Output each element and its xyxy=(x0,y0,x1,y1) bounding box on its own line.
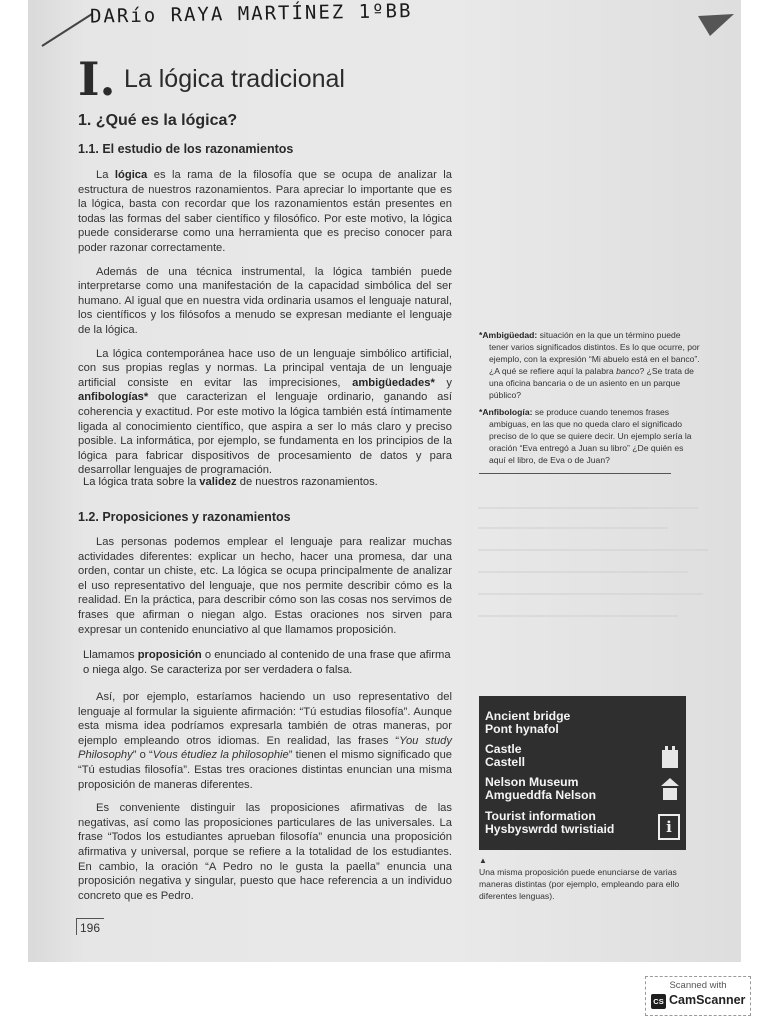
text-run: o enunciado al contenido de una frase que afirma o niega algo. Se caracteriza por ser verdadera o falsa. xyxy=(83,649,451,676)
scanned-page xyxy=(28,0,741,962)
caption-arrow-icon: ▲ xyxy=(479,856,487,865)
sign-text-line: Hysbyswrdd twristiaid xyxy=(485,822,615,836)
sign-text-line: Castle xyxy=(485,742,522,756)
text-run: La lógica contemporánea hace uso de un lenguaje simbólico artificial, con sus propias reglas y normas. La principal ventaja de un lenguaje artificial consiste en evitar las imprecisiones, xyxy=(78,347,452,389)
sign-text-line: Amgueddfa Nelson xyxy=(485,788,597,802)
glossary-divider xyxy=(479,473,671,474)
camscanner-logo-icon: CS xyxy=(651,994,666,1009)
museum-pictogram-icon xyxy=(660,776,680,802)
page-number: 196 xyxy=(76,918,104,935)
text-run: Las personas podemos emplear el lenguaje para realizar muchas actividades diferentes: explicar un hecho, hacer una promesa, dar una orden, contar un chiste, etc. La lógica se ocupa principalmente de analizar el uso representativo del lenguaje, que nos permite describir cómo es la realidad. En la práctica, para describir cómo son las cosas nos servimos de frases que afirman o niegan algo. Estas oraciones nos sirven para expresar un contenido enunciativo al que llamamos proposición. xyxy=(78,536,452,636)
italic-term: You study Philosophy xyxy=(78,734,452,762)
bilingual-sign-photo xyxy=(479,696,686,850)
text-run: es la rama de la filosofía que se ocupa de analizar la estructura de nuestros razonamientos. Para apreciar lo importante que es la lógica, basta con recordar que los razonamientos están presentes en todas las formas del saber científico y filosófico. Por este motivo, la lógica puede considerarse como una herramienta que es preciso conocer para poder razonar correctamente. xyxy=(78,169,452,254)
bold-term: *Anfibología: xyxy=(479,407,533,418)
corner-tab-icon xyxy=(698,14,736,38)
definition-callout-proposition xyxy=(83,648,453,677)
paragraph-representative-use xyxy=(78,690,452,792)
bold-term: validez xyxy=(199,476,237,488)
text-run: ? ¿Se trata de una oficina bancaria o de un asiento en un parque público? xyxy=(489,365,694,400)
sign-text-line: Castell xyxy=(485,755,525,769)
sign-text-line: Nelson Museum xyxy=(485,775,579,789)
text-run: Además de una técnica instrumental, la lógica también puede interpretarse como una manifestación de la capacidad simbólica del ser humano. Al igual que en nuestra vida ordinaria usamos el lenguaje natural, los científicos y los filósofos a menudo se expresan mediante el lenguaje de la lógica. xyxy=(78,265,452,336)
text-run: que caracterizan el lenguaje ordinario, ganando así coherencia y exactitud. Por este motivo la lógica también está íntimamente ligada al conocimiento científico, que aspira a ser lo más claro y preciso posible. La informática, por ejemplo, se fundamenta en los principios de la lógica para fabricar dispositivos de procesamiento de datos y para desarrollar lenguajes de programación. xyxy=(78,391,452,477)
text-run: Llamamos xyxy=(83,649,138,661)
section-title: 1. ¿Qué es la lógica? xyxy=(78,112,238,129)
castle-pictogram-icon xyxy=(660,742,680,768)
unit-heading xyxy=(78,52,345,106)
scanned-with-label: Scanned with xyxy=(669,980,727,991)
sign-text-line: Tourist information xyxy=(485,809,596,823)
glossary-sidebar xyxy=(479,330,701,473)
glossary-note-anfibologia xyxy=(479,407,701,467)
text-run: La lógica trata sobre la xyxy=(83,476,200,488)
bleed-through-texture xyxy=(468,488,718,648)
text-run: y xyxy=(434,376,452,389)
text-run: ” o “ xyxy=(132,749,153,762)
camscanner-app-name: CamScanner xyxy=(669,993,746,1007)
text-run: se produce cuando tenemos frases ambiguas, en las que no queda claro el significado preciso de lo que se quiere decir. Un ejemplo sería la oración “Eva entregó a Juan su libro” ¿De quién es aquí el libro, de Eva o de Juan? xyxy=(489,407,692,466)
bold-term: ambigüedades* xyxy=(352,376,435,389)
bold-term: proposición xyxy=(137,649,202,661)
photo-caption: Una misma proposición puede enunciarse de varias maneras distintas (por ejemplo, empleando para ello diferentes lenguas). xyxy=(479,867,680,901)
subsection-title-1-1: 1.1. El estudio de los razonamientos xyxy=(78,142,294,156)
info-icon: i xyxy=(658,814,680,840)
italic-term: Vous étudiez la philosophie xyxy=(152,749,289,762)
main-text-block-1 xyxy=(78,168,452,487)
unit-title: La lógica tradicional xyxy=(124,65,345,93)
subsection-title-1-2: 1.2. Proposiciones y razonamientos xyxy=(78,510,291,524)
bold-term: *Ambigüedad: xyxy=(479,330,538,340)
handwritten-student-name: DARío RAYA MARTÍNEZ 1ºBB xyxy=(89,0,413,28)
italic-term: banco xyxy=(616,365,640,376)
sign-text-line: Ancient bridge xyxy=(485,709,571,723)
text-run: La xyxy=(96,169,115,181)
paragraph-logic-definition xyxy=(78,168,452,256)
text-run: Así, por ejemplo, estaríamos haciendo un uso representativo del lenguaje al formular la siguiente afirmación: “Tú estudias filosofía”. Aunque esta misma idea podríamos expresarla también de otras maneras, por ejemplo empleando otros idiomas. En realidad, las frases “ xyxy=(78,691,452,747)
text-run: Es conveniente distinguir las proposiciones afirmativas de las negativas, así como las proposiciones particulares de las universales. La frase “Todos los estudiantes aprueban filosofía” enuncia una proposición afirmativa y universal, porque se refiere a la totalidad de los estudiantes. En cambio, la oración “A Pedro no le gusta la paella” enuncia una proposición negativa y singular, puesto que hace referencia a un individuo concreto que es Pedro. xyxy=(78,802,452,902)
paragraph-symbolic-capacity xyxy=(78,265,452,338)
glossary-note-ambiguedad xyxy=(479,330,701,401)
text-run: ” tienen el mismo significado que “Tú estudias filosofía”. Estas tres oraciones distintas enuncian una misma proposición de maneras diferentes. xyxy=(78,749,453,791)
bold-term: lógica xyxy=(114,169,148,181)
camscanner-badge xyxy=(645,976,751,1016)
unit-number: I. xyxy=(78,52,116,106)
definition-callout-validity xyxy=(83,475,453,490)
main-text-block-3 xyxy=(78,690,452,912)
main-text-block-2 xyxy=(78,535,452,646)
paragraph-affirmative-negative xyxy=(78,801,452,903)
text-run: de nuestros razonamientos. xyxy=(236,476,378,488)
sign-text-line: Pont hynafol xyxy=(485,722,559,736)
paragraph-artificial-language xyxy=(78,347,452,478)
bold-term: anfibologías* xyxy=(78,391,149,404)
paragraph-uses-of-language xyxy=(78,535,452,637)
text-run: situación en la que un término puede tener varios significados distintos. Es lo que ocurre, por ejemplo, con la expresión “Mi abuelo está en el banco”. ¿A qué se refiere aquí la palabra xyxy=(489,330,700,376)
